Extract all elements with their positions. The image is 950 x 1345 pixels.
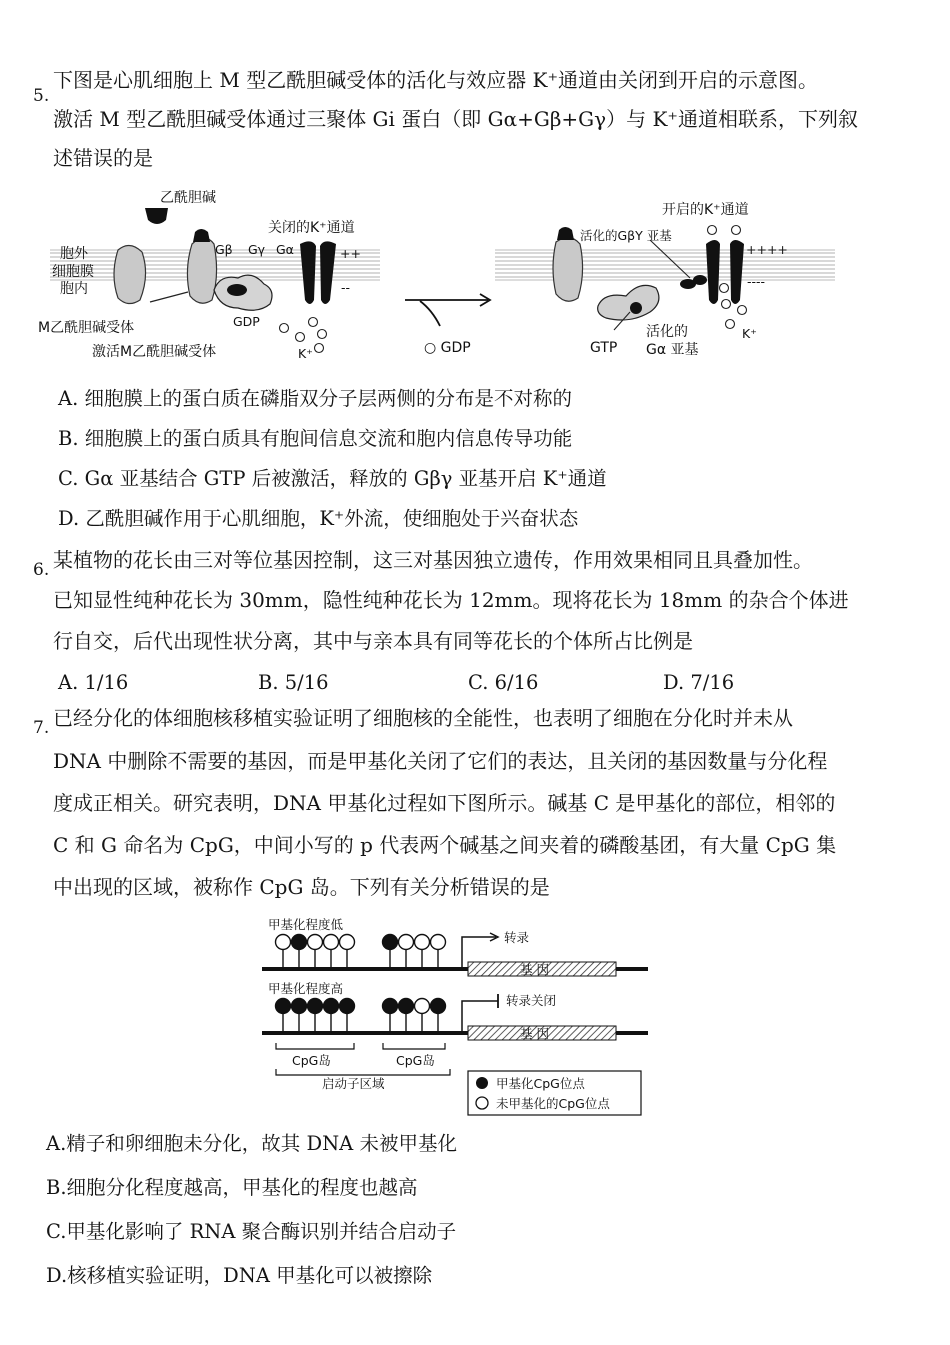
label-plus-left: ++ [340,246,361,261]
gtp-molecule-icon [630,302,642,314]
label-high-methylation: 甲基化程度高 [268,981,344,996]
q6-stem-line-3: 行自交，后代出现性状分离，其中与亲本具有同等花长的个体所占比例是 [53,629,693,653]
q5-option-c: C. Gα 亚基结合 GTP 后被激活，释放的 Gβγ 亚基开启 K⁺通道 [58,467,607,490]
receptor-arrow [150,292,188,302]
label-gdp: GDP [233,314,260,329]
label-gene-low: 基 因 [520,962,549,977]
label-transcription: 转录 [504,930,530,945]
q5-stem-line-1: 下图是心肌细胞上 M 型乙酰胆碱受体的活化与效应器 K⁺通道由关闭到开启的示意图。 [53,68,819,92]
legend-methylated: 甲基化CpG位点 [496,1076,585,1091]
q5-stem-line-3: 述错误的是 [53,146,153,170]
q6-stem-line-2: 已知显性纯种花长为 30mm，隐性纯种花长为 12mm。现将花长为 18mm 的杂合个体进 [53,588,849,612]
label-transcription-off: 转录关闭 [506,993,557,1008]
q6-option-c: C. 6/16 [468,671,539,694]
label-gene-high: 基 因 [520,1026,549,1041]
label-plus-right: ++++ [746,242,788,257]
q7-option-b: B.细胞分化程度越高，甲基化的程度也越高 [46,1176,418,1199]
label-activated-gby: 活化的GβY 亚基 [580,228,672,243]
label-minus-left: -- [341,280,351,295]
label-closed-channel: 关闭的K⁺通道 [268,220,355,236]
acetylcholine-right-icon [557,227,574,240]
activated-g-alpha-icon [598,285,659,320]
cpg-island-bracket-1 [276,1043,354,1049]
q5-option-b: B. 细胞膜上的蛋白质具有胞间信息交流和胞内信息传导功能 [58,427,573,450]
gdp-release-arrow [420,301,440,326]
label-released-gdp: ○ GDP [424,340,471,356]
q7-option-c: C.甲基化影响了 RNA 聚合酶识别并结合启动子 [46,1220,457,1243]
q5-number: 5. [33,86,50,106]
q6-number: 6. [33,560,50,580]
g-beta-gamma-icon [227,284,247,296]
q7-stem-line-4: C 和 G 命名为 CpG，中间小写的 p 代表两个碱基之间夹着的磷酸基团，有大量 CpG 集 [53,833,837,857]
q7-number: 7. [33,718,50,738]
receptor-active-icon [187,238,216,303]
q5-option-d: D. 乙酰胆碱作用于心肌细胞，K⁺外流，使细胞处于兴奋状态 [58,507,579,530]
label-open-channel: 开启的K⁺通道 [662,202,749,218]
legend-unmethylated-icon [476,1097,488,1109]
q5-stem-line-2: 激活 M 型乙酰胆碱受体通过三聚体 Gi 蛋白（即 Gα+Gβ+Gγ）与 K⁺通道相联系，下列叙 [53,107,858,131]
label-g-alpha: Gα [276,242,294,257]
label-activated-ga-1: 活化的 [646,324,688,340]
label-cpg-island-1: CpG岛 [292,1053,331,1068]
q7-figure [0,905,950,1120]
open-channel-left-icon [706,240,720,304]
legend-methylated-icon [476,1077,488,1089]
activated-gby-icon-2 [693,275,707,285]
receptor-inactive-icon [114,245,146,303]
label-low-methylation: 甲基化程度低 [268,917,344,932]
label-gtp: GTP [590,340,618,356]
q7-stem-line-2: DNA 中删除不需要的基因，而是甲基化关闭了它们的表达，且关闭的基因数量与分化程 [53,749,828,773]
open-channel-right-icon [730,240,744,304]
label-receptor: M乙酰胆碱受体 [38,320,135,336]
q6-option-a: A. 1/16 [58,671,129,694]
q7-stem-line-1: 已经分化的体细胞核移植实验证明了细胞核的全能性，也表明了细胞在分化时并未从 [53,706,793,730]
q7-option-d: D.核移植实验证明，DNA 甲基化可以被擦除 [46,1264,433,1287]
q5-figure [0,180,950,380]
q7-stem-line-5: 中出现的区域，被称作 CpG 岛。下列有关分析错误的是 [53,875,550,899]
label-ion-left: K⁺ [298,346,313,361]
q6-option-b: B. 5/16 [258,671,329,694]
legend-unmethylated: 未甲基化的CpG位点 [496,1096,610,1111]
q6-stem-line-1: 某植物的花长由三对等位基因控制，这三对基因独立遗传，作用效果相同且具叠加性。 [53,548,813,572]
receptor-right-icon [553,237,583,301]
label-activated-ga-2: Gα 亚基 [646,342,699,358]
q6-option-d: D. 7/16 [663,671,735,694]
cpg-sites-low [276,935,446,970]
acetylcholine-bound-icon [193,229,210,242]
label-membrane: 细胞膜 [52,264,94,280]
label-g-gamma: Gγ [248,242,266,257]
acetylcholine-icon [145,208,168,224]
q5-option-a: A. 细胞膜上的蛋白质在磷脂双分子层两侧的分布是不对称的 [58,387,572,410]
label-ion-right: K⁺ [742,326,757,341]
label-g-beta: Gβ [215,242,233,257]
q7-stem-line-3: 度成正相关。研究表明，DNA 甲基化过程如下图所示。碱基 C 是甲基化的部位，相邻的 [53,791,836,815]
label-acetylcholine: 乙酰胆碱 [160,190,216,206]
q7-option-a: A.精子和卵细胞未分化，故其 DNA 未被甲基化 [46,1132,457,1155]
label-activated-receptor: 激活M乙酰胆碱受体 [92,344,217,360]
promoter-bracket [276,1069,450,1075]
cpg-island-bracket-2 [383,1043,445,1049]
label-promoter-region: 启动子区域 [322,1076,385,1091]
label-outside: 胞外 [60,246,88,262]
label-minus-right: ---- [747,274,766,289]
cpg-sites-high [276,999,446,1034]
label-cpg-island-2: CpG岛 [396,1053,435,1068]
label-inside: 胞内 [60,281,88,297]
